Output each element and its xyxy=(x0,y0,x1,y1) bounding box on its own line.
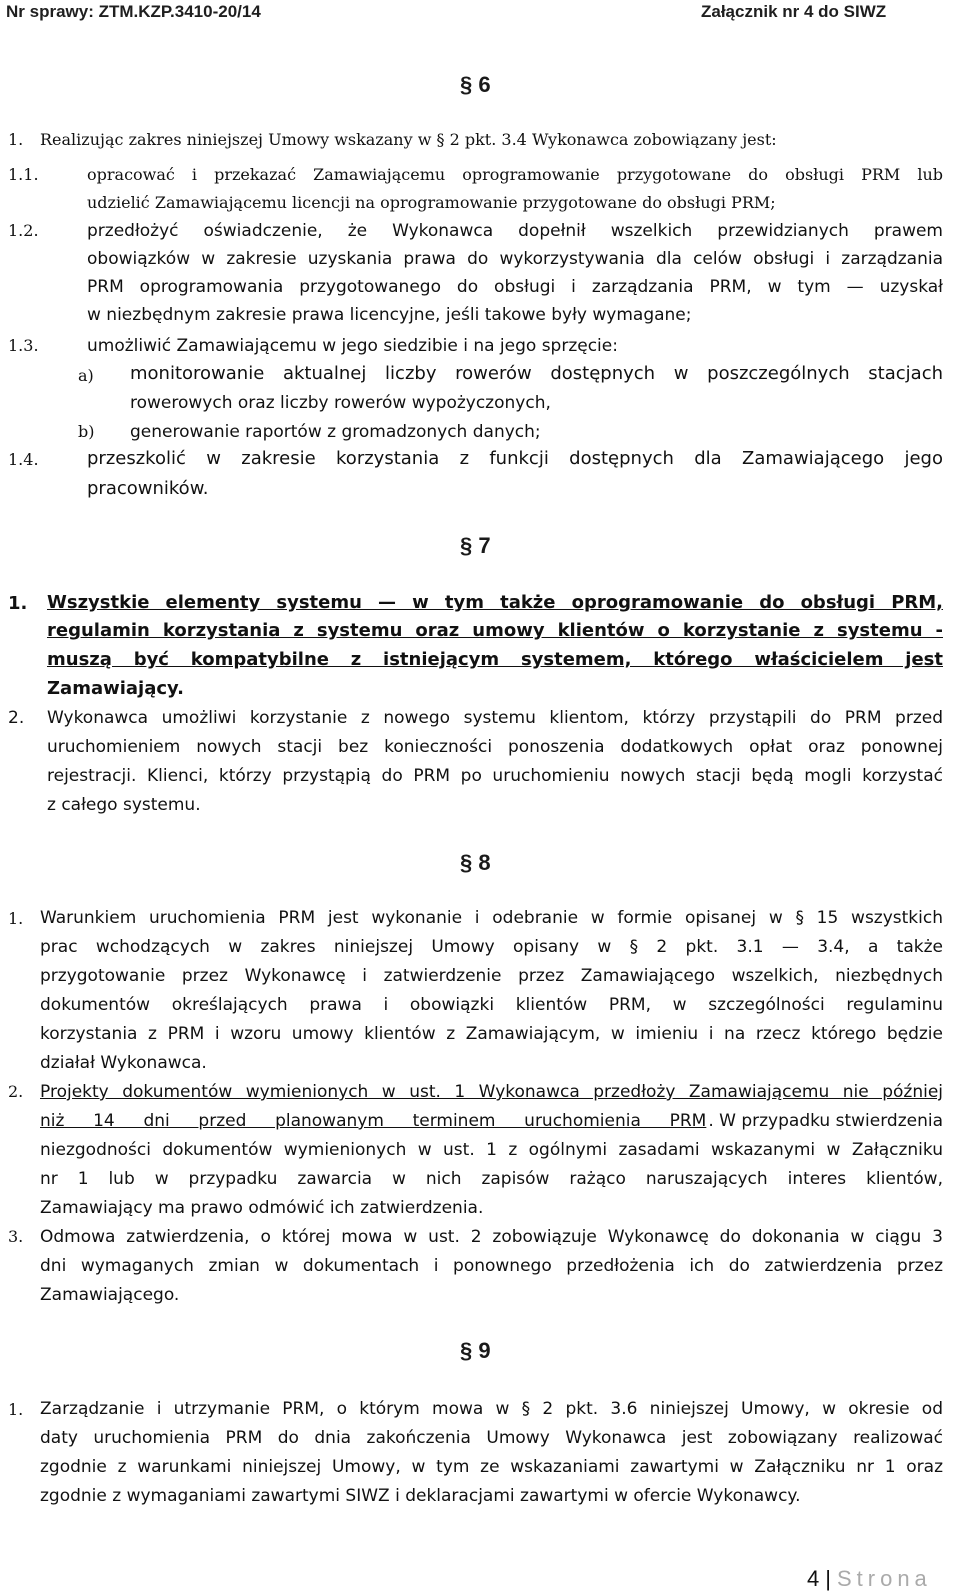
s6-item-1-3-line1: umożliwić Zamawiającemu w jego siedzibie i na jego sprzęcie: xyxy=(87,336,618,356)
s7-p1-number: 1. xyxy=(8,593,28,614)
s8-p3-line3: Zamawiającego. xyxy=(40,1285,180,1305)
s7-p1-line4: Zamawiający. xyxy=(47,678,184,699)
s6-p1-text: Realizując zakres niniejszej Umowy wskazany w § 2 pkt. 3.4 Wykonawca zobowiązany jest: xyxy=(40,130,777,149)
page-number: 4 xyxy=(807,1566,820,1591)
s6-item-1-2-line2: obowiązków w zakresie uzyskania prawa do wykorzystywania dla celów obsługi i zarządzania xyxy=(87,249,943,269)
section-8-title: § 8 xyxy=(460,850,491,875)
s6-item-1-2-line1: przedłożyć oświadczenie, że Wykonawca dopełnił wszelkich przewidzianych prawem xyxy=(87,221,943,241)
s6-item-b-line1: generowanie raportów z gromadzonych danych; xyxy=(130,422,541,442)
s8-p1-line4: dokumentów określających prawa i obowiązki klientów PRM, w szczególności regulaminu xyxy=(40,995,943,1015)
attachment-label: Załącznik nr 4 do SIWZ xyxy=(701,2,887,21)
s6-item-1-4-line1: przeszkolić w zakresie korzystania z funkcji dostępnych dla Zamawiającego jego xyxy=(87,448,943,469)
s8-p2-line3: niezgodności dokumentów wymienionych w ust. 1 z ogólnymi zasadami wskazanymi w Załączniku xyxy=(40,1140,943,1160)
s8-p2-line2: niż 14 dni przed planowanym terminem uruchomienia PRM . W przypadku stwierdzenia xyxy=(40,1111,943,1131)
page-label: Strona xyxy=(836,1566,932,1591)
s8-p1-line6: działał Wykonawca. xyxy=(40,1053,207,1073)
s6-item-a-line1: monitorowanie aktualnej liczby rowerów dostępnych w poszczególnych stacjach xyxy=(130,363,943,384)
s9-p1-line3: zgodnie z warunkami niniejszej Umowy, w tym ze wskazaniami zawartymi w Załączniku nr 1 oraz xyxy=(40,1457,943,1477)
s6-item-1-2-number: 1.2. xyxy=(8,221,39,240)
s6-item-1-4-number: 1.4. xyxy=(8,450,39,469)
s6-item-1-2-line3: PRM oprogramowania przygotowanego do obsługi i zarządzania PRM, w tym — uzyskał xyxy=(87,277,943,297)
s8-p1-line3: przygotowanie przez Wykonawcę i zatwierdzenie przez Zamawiającego wszelkich, niezbędnych xyxy=(40,966,943,986)
s7-p2-line1: Wykonawca umożliwi korzystanie z nowego systemu klientom, którzy przystąpili do PRM przed xyxy=(47,708,943,728)
s8-p3-line2: dni wymaganych zmian w dokumentach i ponownego przedłożenia ich do zatwierdzenia przez xyxy=(40,1256,943,1276)
s9-p1-line4: zgodnie z wymaganiami zawartymi SIWZ i deklaracjami zawartymi w ofercie Wykonawcy. xyxy=(40,1486,801,1506)
s7-p2-line4: z całego systemu. xyxy=(47,795,201,815)
s9-p1-line1: Zarządzanie i utrzymanie PRM, o którym mowa w § 2 pkt. 3.6 niniejszej Umowy, w okresie od xyxy=(40,1399,943,1419)
s6-item-1-1-number: 1.1. xyxy=(8,165,39,184)
s7-p1-line1: Wszystkie elementy systemu — w tym także oprogramowanie do obsługi PRM, xyxy=(47,592,943,613)
s9-p1-number: 1. xyxy=(8,1400,24,1419)
s6-item-b-number: b) xyxy=(78,422,95,441)
s8-p2-line4: nr 1 lub w przypadku zawarcia w nich zapisów rażąco naruszających interes klientów, xyxy=(40,1169,943,1189)
s8-p1-line2: prac wchodzących w zakres niniejszej Umowy opisany w § 2 pkt. 3.1 — 3.4, a także xyxy=(40,937,943,957)
s8-p2-line1: Projekty dokumentów wymienionych w ust. 1 Wykonawca przedłoży Zamawiającemu nie później xyxy=(40,1082,943,1102)
s6-p1-number: 1. xyxy=(8,130,24,149)
s6-item-1-3-number: 1.3. xyxy=(8,336,39,355)
section-6-title: § 6 xyxy=(460,72,491,97)
s6-item-1-1-line1: opracować i przekazać Zamawiającemu oprogramowanie przygotowane do obsługi PRM lub xyxy=(87,165,943,184)
s7-p2-line2: uruchomieniem nowych stacji bez konieczności ponoszenia dodatkowych opłat oraz ponownej xyxy=(47,737,943,757)
page-footer xyxy=(807,1566,932,1592)
s8-p3-line1: Odmowa zatwierdzenia, o której mowa w ust. 2 zobowiązuje Wykonawcę do dokonania w ciągu 3 xyxy=(40,1227,943,1247)
s8-p2-number: 2. xyxy=(8,1082,24,1101)
s6-item-a-line2: rowerowych oraz liczby rowerów wypożyczonych, xyxy=(130,393,551,413)
s8-p1-number: 1. xyxy=(8,909,24,928)
s8-p1-line5: korzystania z PRM i wzoru umowy klientów z Zamawiającym, w imieniu i na rzecz którego będzie xyxy=(40,1024,943,1044)
s7-p1-line2: regulamin korzystania z systemu oraz umowy klientów o korzystanie z systemu - xyxy=(47,620,943,641)
section-9-title: § 9 xyxy=(460,1338,491,1363)
s7-p1-line3: muszą być kompatybilne z istniejącym systemem, którego właścicielem jest xyxy=(47,649,943,670)
s8-p1-line1: Warunkiem uruchomienia PRM jest wykonanie i odebranie w formie opisanej w § 15 wszystkich xyxy=(40,908,943,928)
s6-item-1-2-line4: w niezbędnym zakresie prawa licencyjne, jeśli takowe były wymagane; xyxy=(87,305,692,325)
s7-p2-number: 2. xyxy=(8,708,25,728)
footer-separator: | xyxy=(825,1566,831,1591)
s6-item-1-4-line2: pracowników. xyxy=(87,478,209,499)
s6-item-a-number: a) xyxy=(78,366,94,385)
s8-p3-number: 3. xyxy=(8,1227,24,1246)
s6-item-1-1-line2: udzielić Zamawiającemu licencji na oprogramowanie przygotowane do obsługi PRM; xyxy=(87,193,776,212)
section-7-title: § 7 xyxy=(460,533,491,558)
page-header xyxy=(0,2,960,26)
s7-p2-line3: rejestracji. Klienci, którzy przystąpią do PRM po uruchomieniu nowych stacji będą mogli korzystać xyxy=(47,766,943,786)
s9-p1-line2: daty uruchomienia PRM do dnia zakończenia Umowy Wykonawca jest zobowiązany realizować xyxy=(40,1428,943,1448)
s8-p2-line5: Zamawiający ma prawo odmówić ich zatwierdzenia. xyxy=(40,1198,484,1218)
case-number: Nr sprawy: ZTM.KZP.3410-20/14 xyxy=(6,2,261,21)
